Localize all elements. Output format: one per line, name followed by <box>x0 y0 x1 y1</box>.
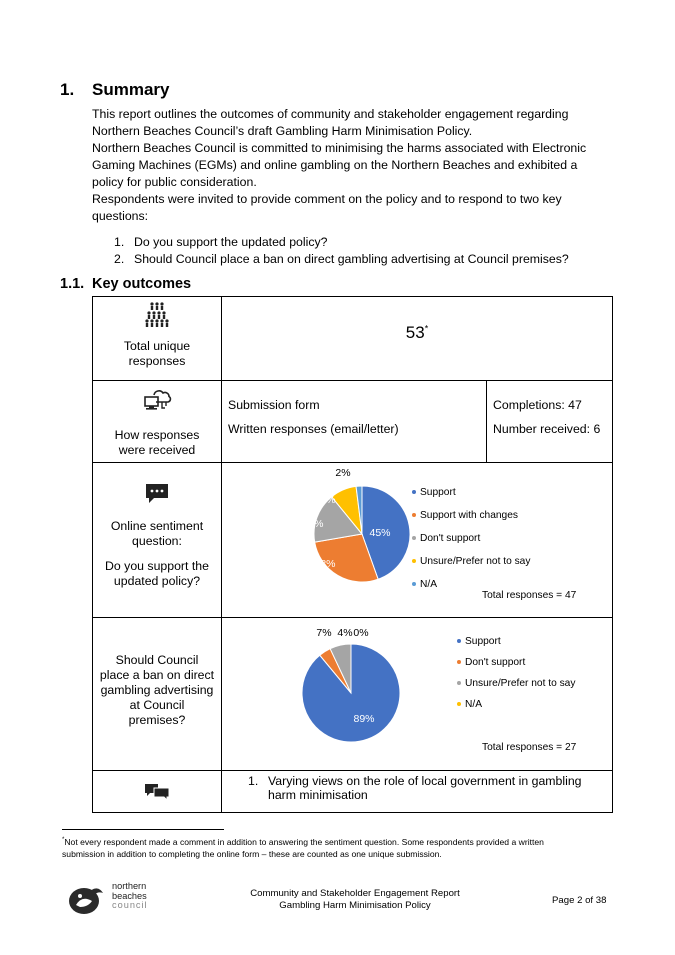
summary-number: 1. <box>60 80 75 99</box>
question-list <box>114 234 569 268</box>
footnote-rule <box>62 829 224 830</box>
pie-data-label: 0% <box>353 627 369 639</box>
legend-swatch <box>412 490 416 494</box>
text-line: Northern Beaches Council is committed to minimising the harms associated with Electronic <box>92 141 587 155</box>
sentiment-total: Total responses = 47 <box>482 590 577 601</box>
label-line: premises? <box>128 713 186 727</box>
theme-item: 1. Varying views on the role of local government in gambling harm minimisation <box>248 774 582 802</box>
received-label-cell <box>93 381 222 463</box>
speech-bubble-icon <box>145 483 169 505</box>
chat-bubbles-icon <box>144 783 170 801</box>
legend-label: Unsure/Prefer not to say <box>420 556 531 567</box>
summary-title: Summary <box>92 80 170 99</box>
label-line: question: <box>132 534 182 548</box>
logo-text: northern beaches council <box>112 881 148 911</box>
ban-total: Total responses = 27 <box>482 742 577 753</box>
legend-label: Don't support <box>465 657 526 668</box>
council-logo <box>66 881 176 919</box>
legend-entry <box>457 657 525 668</box>
legend-label: Support with changes <box>420 510 518 521</box>
legend-label: Support <box>420 487 456 498</box>
pie-data-label: 45% <box>369 527 391 539</box>
pie-data-label: 17% <box>302 518 324 530</box>
label-line: at Council <box>129 698 185 712</box>
method-submission-form: Submission form <box>228 398 320 412</box>
text-line: questions: <box>92 209 149 223</box>
cloud-computer-icon <box>142 386 172 412</box>
table-row <box>93 381 613 463</box>
summary-heading <box>60 80 169 100</box>
key-outcomes-heading: 1.1. Key outcomes <box>60 276 192 292</box>
question-item: 1. Do you support the updated policy? <box>114 235 328 249</box>
text-line: Respondents were invited to provide comment on the policy and to respond to two key <box>92 192 562 206</box>
pie-data-label: 89% <box>353 713 375 725</box>
legend-entry <box>457 699 482 710</box>
themes-cell <box>222 771 613 813</box>
label-line: updated policy? <box>113 574 201 588</box>
table-row <box>93 771 613 813</box>
footnote: *Not every respondent made a comment in addition to answering the sentiment question. Some respondents provided a written submission in addition to completing the online form – these are counted as one unique submission. <box>62 836 544 859</box>
label-line: place a ban on direct <box>99 668 215 682</box>
text-line: Northern Beaches Council’s draft Gambling Harm Minimisation Policy. <box>92 124 473 138</box>
sentiment-label-cell <box>93 463 222 618</box>
text-line: policy for public consideration. <box>92 175 257 189</box>
legend-swatch <box>412 582 416 586</box>
completions-count: Completions: 47 <box>493 398 582 412</box>
ban-label-cell <box>93 618 222 771</box>
legend-entry <box>412 579 437 590</box>
legend-swatch <box>412 513 416 517</box>
unique-count: 53* <box>405 323 429 342</box>
invitation-paragraph <box>92 191 612 225</box>
people-group-icon <box>144 301 170 327</box>
received-methods-cell <box>222 381 487 463</box>
label-line: Total unique <box>123 339 191 353</box>
label-line: were received <box>118 443 196 457</box>
legend-entry <box>412 556 530 567</box>
legend-swatch <box>457 681 461 685</box>
legend-label: N/A <box>465 699 482 710</box>
question-item: 2. Should Council place a ban on direct gambling advertising at Council premises? <box>114 252 569 266</box>
table-row <box>93 463 613 618</box>
label-line: responses <box>128 354 186 368</box>
sentiment-chart-cell <box>222 463 613 618</box>
pie-data-label: 2% <box>335 467 351 479</box>
legend-swatch <box>457 702 461 706</box>
table-row <box>93 618 613 771</box>
legend-entry <box>457 678 575 689</box>
legend-swatch <box>457 660 461 664</box>
council-logo-icon <box>66 881 106 917</box>
footer-report-title: Community and Stakeholder Engagement Report Gambling Harm Minimisation Policy <box>250 888 460 911</box>
intro-paragraph <box>92 106 612 140</box>
unique-label-cell <box>93 297 222 381</box>
themes-label-cell <box>93 771 222 813</box>
method-written-responses: Written responses (email/letter) <box>228 422 399 436</box>
commitment-paragraph <box>92 140 612 191</box>
legend-label: Support <box>465 636 501 647</box>
legend-label: Don't support <box>420 533 481 544</box>
legend-swatch <box>412 559 416 563</box>
received-counts-cell <box>487 381 613 463</box>
ban-chart-cell <box>222 618 613 771</box>
unique-value-cell <box>222 297 613 381</box>
legend-entry <box>412 487 456 498</box>
legend-label: Unsure/Prefer not to say <box>465 678 576 689</box>
label-line: Should Council <box>115 653 199 667</box>
text-line: This report outlines the outcomes of community and stakeholder engagement regarding <box>92 107 569 121</box>
pie-data-label: 4% <box>337 627 353 639</box>
legend-entry <box>457 636 501 647</box>
legend-entry <box>412 510 518 521</box>
sentiment-chart <box>222 463 612 616</box>
page-number: Page 2 of 38 <box>552 895 607 906</box>
text-line: Gaming Machines (EGMs) and online gambling on the Northern Beaches and exhibited a <box>92 158 578 172</box>
legend-entry <box>412 533 480 544</box>
label-line: gambling advertising <box>100 683 214 697</box>
label-line: How responses <box>114 428 200 442</box>
key-outcomes-table <box>92 296 613 813</box>
label-line: Do you support the <box>105 559 209 573</box>
label-line: Online sentiment <box>110 519 204 533</box>
ban-chart <box>222 618 612 769</box>
pie-data-label: 28% <box>314 558 336 570</box>
legend-swatch <box>412 536 416 540</box>
table-row <box>93 297 613 381</box>
legend-swatch <box>457 639 461 643</box>
pie-data-label: 9% <box>320 494 336 506</box>
number-received-count: Number received: 6 <box>493 422 601 436</box>
pie-data-label: 7% <box>316 627 332 639</box>
legend-label: N/A <box>420 579 437 590</box>
